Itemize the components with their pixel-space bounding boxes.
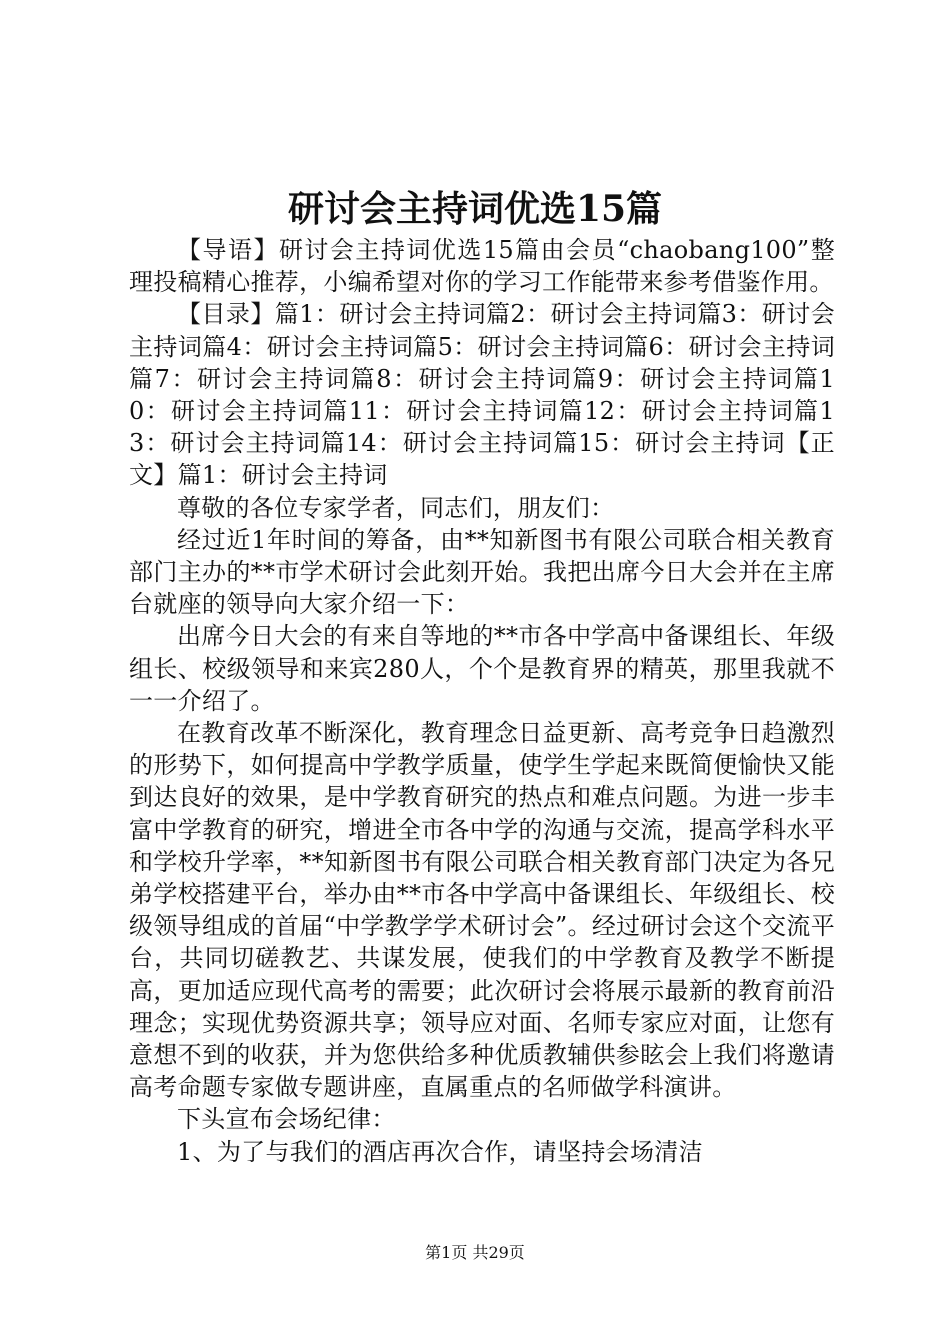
paragraph-rule-1: 1、为了与我们的酒店再次合作，请坚持会场清洁: [177, 1137, 703, 1166]
paragraph-intro: 【导语】研讨会主持词优选15篇由会员“chaobang100”整理投稿精心推荐，小编希望对你的学习工作能带来参考借鉴作用。: [129, 236, 835, 297]
page-footer: 第1页 共29页: [425, 1243, 525, 1262]
paragraph-attendees: 出席今日大会的有来自等地的**市各中学高中备课组长、年级组长、校级领导和来宾280人，个个是教育界的精英，那里我就不一一介绍了。: [129, 622, 835, 715]
paragraph-greeting: 尊敬的各位专家学者，同志们，朋友们：: [177, 493, 615, 522]
paragraph-rules-heading: 下头宣布会场纪律：: [177, 1105, 396, 1134]
paragraph-background: 在教育改革不断深化，教育理念日益更新、高考竞争日趋激烈的形势下，如何提高中学教学质量，使学生学起来既简便愉快又能到达良好的效果，是中学教育研究的热点和难点问题。为进一步丰富中学教育的研究，增进全市各中学的沟通与交流，提高学科水平和学校升学率，**知新图书有限公司联合相关教育部门决定为各兄弟学校搭建平台，举办由**市各中学高中备课组长、年级组长、校级领导组成的首届“中学教学学术研讨会”。经过研讨会这个交流平台，共同切磋教艺、共谋发展，使我们的中学教育及教学不断提高，更加适应现代高考的需要；此次研讨会将展示最新的教育前沿理念；实现优势资源共享；领导应对面、名师专家应对面，让您有意想不到的收获，并为您供给多种优质教辅供参眩会上我们将邀请高考命题专家做专题讲座，直属重点的名师做学科演讲。: [129, 719, 835, 1102]
document-body: [129, 234, 835, 1168]
paragraph-opening: 经过近1年时间的筹备，由**知新图书有限公司联合相关教育部门主办的**市学术研讨会此刻开始。我把出席今日大会并在主席台就座的领导向大家介绍一下：: [129, 525, 835, 619]
paragraph-toc: 【目录】篇1：研讨会主持词篇2：研讨会主持词篇3：研讨会主持词篇4：研讨会主持词篇5：研讨会主持词篇6：研讨会主持词篇7：研讨会主持词篇8：研讨会主持词篇9：研讨会主持词篇10：研讨会主持词篇11：研讨会主持词篇12：研讨会主持词篇13：研讨会主持词篇14：研讨会主持词篇15：研讨会主持词【正文】篇1：研讨会主持词: [129, 300, 835, 490]
document-title: 研讨会主持词优选15篇: [287, 188, 663, 230]
